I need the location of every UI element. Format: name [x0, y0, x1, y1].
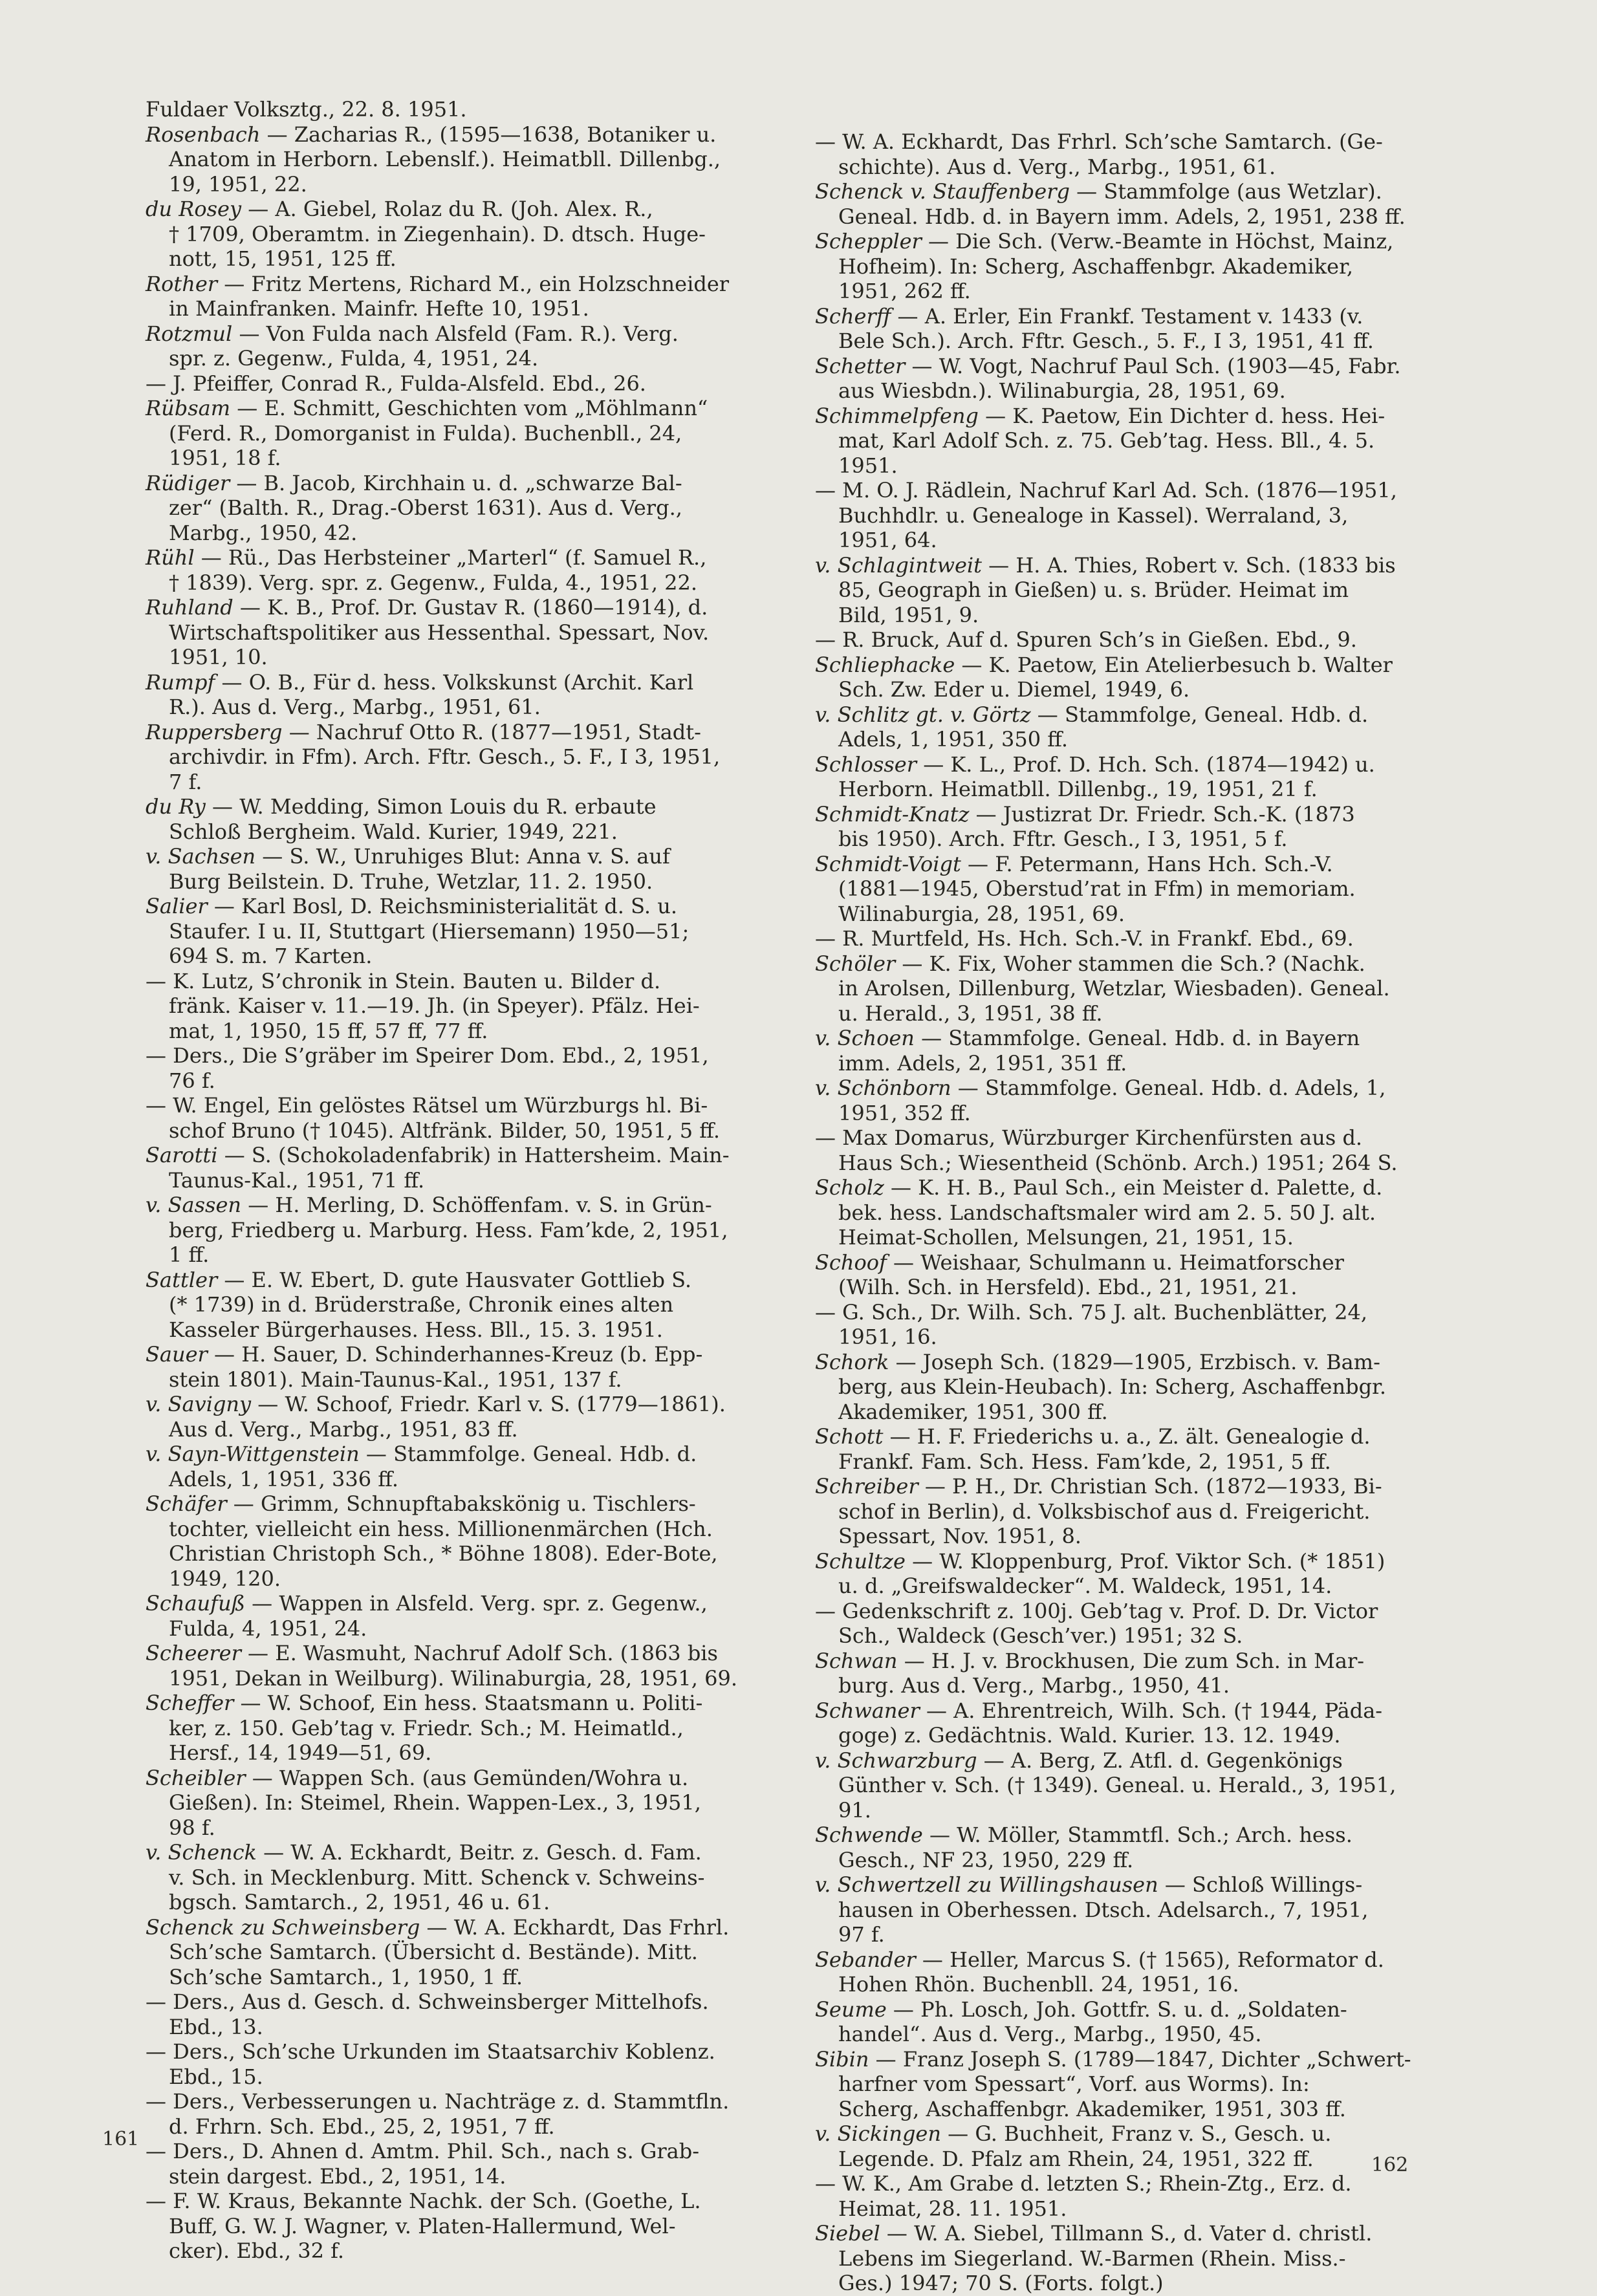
entry-text: — Ders., Die S’gräber im Speirer Dom. Ebd., 2, 1951, 76 f.: [146, 1043, 709, 1093]
entry-keyword: Scheppler: [815, 229, 922, 254]
entry-text: — W. Vogt, Nachruf Paul Sch. (1903—45, Fabr. aus Wiesbdn.). Wilinaburgia, 28, 1951, 69.: [838, 353, 1401, 403]
entry-keyword: Schreiber: [815, 1474, 918, 1499]
entry-text: — O. B., Für d. hess. Volkskunst (Archit. Karl R.). Aus d. Verg., Marbg., 1951, 61.: [169, 669, 694, 719]
bibliography-entry: [146, 1491, 747, 1591]
entry-keyword: v. Sickingen: [815, 2121, 941, 2146]
bibliography-entry: [815, 1125, 1417, 1175]
entry-keyword: Sattler: [146, 1267, 218, 1292]
entry-text: — Rü., Das Herbsteiner „Marterl“ (f. Samuel R., † 1839). Verg. spr. z. Gegenw., Fulda, 4., 1951, 22.: [169, 545, 707, 595]
bibliography-entry: [815, 404, 1417, 479]
bibliography-entry: [146, 1641, 747, 1691]
bibliography-entry: [146, 371, 747, 396]
bibliography-entry: [815, 1599, 1417, 1649]
entry-text: — Joseph Sch. (1829—1905, Erzbisch. v. Bam- berg, aus Klein-Heubach). In: Scherg, Aschaffenbgr. Akademiker, 1951, 300 ff.: [838, 1349, 1386, 1424]
entry-text: — E. W. Ebert, D. gute Hausvater Gottlieb S. (* 1739) in d. Brüderstraße, Chronik eines alten Kasseler Bürgerhauses. Hess. Bll., 15. 3. 1951.: [169, 1267, 692, 1342]
entry-text: — G. Sch., Dr. Wilh. Sch. 75 J. alt. Buchenblätter, 24, 1951, 16.: [815, 1299, 1367, 1349]
bibliography-entry: [815, 304, 1417, 354]
bibliography-entry: [815, 1698, 1417, 1748]
bibliography-entry: [146, 321, 747, 371]
bibliography-entry: [146, 844, 747, 894]
bibliography-entry: [815, 752, 1417, 802]
bibliography-entry: [815, 1997, 1417, 2047]
bibliography-entry: [815, 2047, 1417, 2122]
bibliography-entry: [146, 894, 747, 969]
entry-keyword: Seume: [815, 1997, 887, 2022]
entry-keyword: Rüdiger: [146, 470, 230, 495]
bibliography-entry: [146, 97, 747, 122]
entry-keyword: v. Schlitz gt. v. Görtz: [815, 702, 1031, 727]
entry-text: — E. Schmitt, Geschichten vom „Möhlmann“ (Ferd. R., Domorganist in Fulda). Buchenbll., 24, 1951, 18 f.: [169, 396, 708, 470]
entry-text: — M. O. J. Rädlein, Nachruf Karl Ad. Sch. (1876—1951, Buchhdlr. u. Genealoge in Kassel). Werraland, 3, 1951, 64.: [815, 478, 1397, 552]
bibliography-entry: [815, 702, 1417, 752]
left-column: [146, 97, 747, 2264]
bibliography-entry: [815, 229, 1417, 304]
entry-keyword: Siebel: [815, 2221, 880, 2246]
bibliography-entry: [146, 1392, 747, 1442]
entry-text: — Stammfolge (aus Wetzlar). Geneal. Hdb. d. in Bayern imm. Adels, 2, 1951, 238 ff.: [838, 179, 1406, 229]
entry-text: — Grimm, Schnupftabakskönig u. Tischlers- tochter, vielleicht ein hess. Millionenmärchen (Hch. Christian Christoph Sch., * Böhne 1808). Eder-Bote, 1949, 120.: [169, 1491, 718, 1591]
entry-keyword: Schultze: [815, 1548, 906, 1574]
entry-text: — Stammfolge. Geneal. Hdb. d. in Bayern imm. Adels, 2, 1951, 351 ff.: [838, 1026, 1360, 1076]
bibliography-entry: [815, 2221, 1417, 2296]
bibliography-entry: [815, 951, 1417, 1026]
entry-text: — Ders., Aus d. Gesch. d. Schweinsberger Mittelhofs. Ebd., 13.: [146, 1989, 709, 2039]
bibliography-entry: [146, 720, 747, 795]
entry-text: — E. Wasmuht, Nachruf Adolf Sch. (1863 bis 1951, Dekan in Weilburg). Wilinaburgia, 28, 1951, 69.: [169, 1641, 738, 1691]
bibliography-entry: [815, 1549, 1417, 1599]
bibliography-entry: [146, 396, 747, 471]
entry-text: — H. Sauer, D. Schinderhannes-Kreuz (b. Epp- stein 1801). Main-Taunus-Kal., 1951, 137 f.: [169, 1342, 703, 1392]
entry-keyword: Schenck zu Schweinsberg: [146, 1914, 420, 1940]
entry-text: — Karl Bosl, D. Reichsministerialität d. S. u. Staufer. I u. II, Stuttgart (Hiersemann) 1950—51; 694 S. m. 7 Karten.: [169, 894, 690, 968]
entry-text: — Von Fulda nach Alsfeld (Fam. R.). Verg. spr. z. Gegenw., Fulda, 4, 1951, 24.: [169, 321, 679, 371]
entry-keyword: du Ry: [146, 794, 206, 819]
entry-text: — Stammfolge. Geneal. Hdb. d. Adels, 1, 1951, 336 ff.: [169, 1442, 697, 1491]
entry-text: — Gedenkschrift z. 100j. Geb’tag v. Prof. D. Dr. Victor Sch., Waldeck (Gesch’ver.) 1951; 32 S.: [815, 1598, 1378, 1648]
bibliography-entry: [815, 1748, 1417, 1823]
entry-text: — Die Sch. (Verw.-Beamte in Höchst, Mainz, Hofheim). In: Scherg, Aschaffenbgr. Akademiker, 1951, 262 ff.: [838, 229, 1394, 303]
bibliography-entry: [146, 670, 747, 720]
bibliography-entry: [815, 1175, 1417, 1250]
entry-keyword: v. Schönborn: [815, 1076, 951, 1100]
entry-keyword: Salier: [146, 894, 208, 918]
entry-text: — Ph. Losch, Joh. Gottfr. S. u. d. „Soldaten- handel“. Aus d. Verg., Marbg., 1950, 45.: [838, 1997, 1347, 2046]
bibliography-entry: [146, 1591, 747, 1641]
bibliography-entry: [146, 2139, 747, 2189]
entry-text: — Heller, Marcus S. († 1565), Reformator d. Hohen Rhön. Buchenbll. 24, 1951, 16.: [838, 1947, 1384, 1997]
entry-text: — K. B., Prof. Dr. Gustav R. (1860—1914), d. Wirtschaftspolitiker aus Hessenthal. Spessart, Nov. 1951, 10.: [169, 595, 710, 669]
entry-text: — K. Paetow, Ein Dichter d. hess. Hei- mat, Karl Adolf Sch. z. 75. Geb’tag. Hess. Bll., 4. 5. 1951.: [838, 403, 1385, 478]
bibliography-entry: [146, 595, 747, 670]
entry-text: — K. L., Prof. D. Hch. Sch. (1874—1942) u. Herborn. Heimatbll. Dillenbg., 19, 1951, 21 f.: [838, 752, 1375, 801]
bibliography-entry: [815, 1350, 1417, 1425]
entry-text: — S. (Schokoladenfabrik) in Hattersheim. Main- Taunus-Kal., 1951, 71 ff.: [169, 1143, 730, 1193]
entry-keyword: v. Schoen: [815, 1026, 915, 1050]
entry-text: — Stammfolge, Geneal. Hdb. d. Adels, 1, 1951, 350 ff.: [838, 702, 1369, 752]
page-number-left: 161: [102, 2128, 140, 2150]
bibliography-entry: [815, 627, 1417, 653]
entry-keyword: v. Savigny: [146, 1392, 252, 1416]
entry-text: Fuldaer Volksztg., 22. 8. 1951.: [146, 97, 467, 122]
bibliography-entry: [146, 1043, 747, 1093]
bibliography-entry: [815, 926, 1417, 951]
entry-keyword: Sauer: [146, 1342, 208, 1367]
entry-text: — W. A. Eckhardt, Das Frhrl. Sch’sche Samtarch. (Übersicht d. Bestände). Mitt. Sch’sche Samtarch., 1, 1950, 1 ff.: [169, 1914, 730, 1989]
entry-text: — Nachruf Otto R. (1877—1951, Stadt- archivdir. in Ffm). Arch. Fftr. Gesch., 5. F., I 3, 1951, 7 f.: [169, 719, 721, 794]
entry-text: — W. A. Eckhardt, Beitr. z. Gesch. d. Fam. v. Sch. in Mecklenburg. Mitt. Schenck v. Schweins- bgsch. Samtarch., 2, 1951, 46 u. 61.: [169, 1840, 705, 1914]
entry-keyword: Rübsam: [146, 396, 231, 420]
entry-keyword: Scheerer: [146, 1641, 241, 1665]
bibliography-entry: [815, 1424, 1417, 1474]
entry-text: — W. Schoof, Ein hess. Staatsmann u. Politi- ker, z. 150. Geb’tag v. Friedr. Sch.; M. Heimatld., Hersf., 14, 1949—51, 69.: [169, 1691, 703, 1765]
entry-keyword: v. Sachsen: [146, 844, 256, 869]
bibliography-entry: [146, 1840, 747, 1915]
bibliography-entry: [146, 272, 747, 321]
bibliography-entry: [146, 2189, 747, 2264]
entry-text: — R. Bruck, Auf d. Spuren Sch’s in Gießen. Ebd., 9.: [815, 627, 1357, 652]
entry-text: — K. Paetow, Ein Atelierbesuch b. Walter Sch. Zw. Eder u. Diemel, 1949, 6.: [838, 652, 1393, 702]
entry-text: — W. Möller, Stammtfl. Sch.; Arch. hess. Gesch., NF 23, 1950, 229 ff.: [838, 1823, 1353, 1872]
entry-keyword: Schetter: [815, 353, 906, 378]
entry-text: — Wappen in Alsfeld. Verg. spr. z. Gegenw., Fulda, 4, 1951, 24.: [169, 1591, 708, 1641]
entry-keyword: Rumpf: [146, 669, 215, 695]
bibliography-entry: [146, 794, 747, 844]
entry-text: — Zacharias R., (1595—1638, Botaniker u. Anatom in Herborn. Lebenslf.). Heimatbll. Dillenbg., 19, 1951, 22.: [169, 122, 721, 197]
entry-text: — Max Domarus, Würzburger Kirchenfürsten aus d. Haus Sch.; Wiesentheid (Schönb. Arch.) 1951; 264 S.: [815, 1125, 1398, 1175]
entry-text: — Weishaar, Schulmann u. Heimatforscher (Wilh. Sch. in Hersfeld). Ebd., 21, 1951, 21.: [838, 1250, 1344, 1299]
entry-keyword: Scherff: [815, 303, 891, 329]
entry-text: — Justizrat Dr. Friedr. Sch.-K. (1873 bis 1950). Arch. Fftr. Gesch., I 3, 1951, 5 f.: [838, 801, 1355, 851]
bibliography-entry: [815, 1823, 1417, 1872]
entry-keyword: Schenck v. Stauffenberg: [815, 179, 1070, 204]
entry-text: — Ders., D. Ahnen d. Amtm. Phil. Sch., nach s. Grab- stein dargest. Ebd., 2, 1951, 14.: [146, 2139, 700, 2189]
entry-keyword: Schott: [815, 1424, 884, 1449]
entry-keyword: v. Schenck: [146, 1840, 257, 1865]
right-column: [815, 129, 1417, 2296]
bibliography-entry: [146, 1766, 747, 1841]
entry-text: — Ders., Sch’sche Urkunden im Staatsarchiv Koblenz. Ebd., 15.: [146, 2039, 715, 2089]
bibliography-entry: [815, 2121, 1417, 2171]
entry-keyword: Schäfer: [146, 1491, 227, 1516]
entry-text: — A. Berg, Z. Atfl. d. Gegenkönigs Günther v. Sch. († 1349). Geneal. u. Herald., 3, 1951, 91.: [838, 1748, 1396, 1823]
entry-text: — Ders., Verbesserungen u. Nachträge z. d. Stammtfln. d. Frhrn. Sch. Ebd., 25, 2, 1951, 7 ff.: [146, 2089, 730, 2139]
entry-keyword: Schaufuß: [146, 1591, 245, 1616]
entry-text: — W. Medding, Simon Louis du R. erbaute Schloß Bergheim. Wald. Kurier, 1949, 221.: [169, 794, 657, 844]
bibliography-entry: [146, 1342, 747, 1392]
entry-keyword: v. Schwertzell zu Willingshausen: [815, 1872, 1158, 1897]
entry-text: — H. J. v. Brockhusen, Die zum Sch. in Mar- burg. Aus d. Verg., Marbg., 1950, 41.: [838, 1648, 1365, 1698]
bibliography-entry: [815, 1649, 1417, 1698]
entry-text: — J. Pfeiffer, Conrad R., Fulda-Alsfeld. Ebd., 26.: [146, 371, 646, 396]
entry-keyword: Schork: [815, 1349, 889, 1374]
entry-keyword: Schwaner: [815, 1698, 920, 1723]
entry-keyword: v. Schwarzburg: [815, 1748, 977, 1773]
bibliography-entry: [815, 2171, 1417, 2221]
entry-text: — W. Schoof, Friedr. Karl v. S. (1779—1861). Aus d. Verg., Marbg., 1951, 83 ff.: [169, 1392, 726, 1442]
entry-keyword: Rother: [146, 271, 218, 296]
entry-keyword: v. Sayn-Wittgenstein: [146, 1442, 360, 1466]
entry-text: — S. W., Unruhiges Blut: Anna v. S. auf Burg Beilstein. D. Truhe, Wetzlar, 11. 2. 1950.: [169, 844, 670, 894]
bibliography-entry: [815, 553, 1417, 628]
bibliography-entry: [815, 1026, 1417, 1076]
bibliography-entry: [146, 1193, 747, 1268]
bibliography-entry: [146, 969, 747, 1044]
page-number-right: 162: [1371, 2154, 1409, 2176]
bibliography-entry: [146, 2089, 747, 2139]
entry-keyword: Ruhland: [146, 595, 234, 620]
entry-keyword: Scheibler: [146, 1765, 246, 1790]
entry-keyword: Sebander: [815, 1947, 916, 1972]
entry-text: — H. Merling, D. Schöffenfam. v. S. in Grün- berg, Friedberg u. Marburg. Hess. Fam’kde, 2, 1951, 1 ff.: [169, 1193, 728, 1267]
entry-keyword: Schlosser: [815, 752, 917, 777]
entry-text: — F. Petermann, Hans Hch. Sch.-V. (1881—1945, Oberstud’rat in Ffm) in memoriam. Wilinaburgia, 28, 1951, 69.: [838, 851, 1356, 926]
bibliography-entry: [146, 1915, 747, 1990]
entry-keyword: du Rosey: [146, 197, 242, 221]
entry-keyword: v. Sassen: [146, 1193, 242, 1217]
entry-keyword: Sarotti: [146, 1143, 218, 1167]
bibliography-entry: [146, 122, 747, 197]
entry-text: — A. Giebel, Rolaz du R. (Joh. Alex. R., † 1709, Oberamtm. in Ziegenhain). D. dtsch. Huge- nott, 15, 1951, 125 ff.: [169, 197, 706, 271]
entry-text: — P. H., Dr. Christian Sch. (1872—1933, Bi- schof in Berlin), d. Volksbischof aus d. Freigericht. Spessart, Nov. 1951, 8.: [838, 1474, 1382, 1548]
entry-text: — R. Murtfeld, Hs. Hch. Sch.-V. in Frankf. Ebd., 69.: [815, 926, 1354, 951]
bibliography-entry: [815, 802, 1417, 852]
bibliography-entry: [146, 1093, 747, 1143]
bibliography-entry: [815, 129, 1417, 179]
bibliography-entry: [146, 197, 747, 272]
entry-text: — W. K., Am Grabe d. letzten S.; Rhein-Ztg., Erz. d. Heimat, 28. 11. 1951.: [815, 2171, 1352, 2221]
bibliography-entry: [815, 1076, 1417, 1125]
entry-keyword: Schmidt-Knatz: [815, 801, 970, 827]
bibliography-entry: [815, 1872, 1417, 1947]
bibliography-entry: [146, 1268, 747, 1343]
entry-keyword: v. Schlagintweit: [815, 552, 982, 578]
entry-keyword: Ruppersberg: [146, 719, 283, 744]
bibliography-entry: [146, 1989, 747, 2039]
entry-text: — W. A. Eckhardt, Das Frhrl. Sch’sche Samtarch. (Ge- schichte). Aus d. Verg., Marbg., 1951, 61.: [815, 129, 1383, 179]
bibliography-entry: [815, 1474, 1417, 1549]
entry-text: — G. Buchheit, Franz v. S., Gesch. u. Legende. D. Pfalz am Rhein, 24, 1951, 322 ff.: [838, 2121, 1332, 2171]
bibliography-entry: [146, 1143, 747, 1193]
entry-keyword: Schmidt-Voigt: [815, 851, 961, 876]
entry-text: — Schloß Willings- hausen in Oberhessen. Dtsch. Adelsarch., 7, 1951, 97 f.: [838, 1872, 1369, 1947]
entry-text: — A. Erler, Ein Frankf. Testament v. 1433 (v. Bele Sch.). Arch. Fftr. Gesch., 5. F., I 3, 1951, 41 ff.: [838, 303, 1374, 353]
entry-keyword: Schimmelpfeng: [815, 403, 979, 428]
entry-keyword: Schliephacke: [815, 652, 955, 677]
entry-text: — W. Engel, Ein gelöstes Rätsel um Würzburgs hl. Bi- schof Bruno († 1045). Altfränk. Bilder, 50, 1951, 5 ff.: [146, 1093, 721, 1143]
bibliography-entry: [146, 471, 747, 546]
entry-text: — Stammfolge. Geneal. Hdb. d. Adels, 1, 1951, 352 ff.: [838, 1076, 1386, 1125]
bibliography-entry: [146, 1691, 747, 1766]
entry-keyword: Schöler: [815, 951, 896, 976]
bibliography-entry: [815, 478, 1417, 553]
bibliography-entry: [146, 2039, 747, 2089]
entry-text: — Fritz Mertens, Richard M., ein Holzschneider in Mainfranken. Mainfr. Hefte 10, 1951.: [169, 271, 730, 321]
entry-text: — W. A. Siebel, Tillmann S., d. Vater d. christl. Lebens im Siegerland. W.-Barmen (Rhein. Miss.- Ges.) 1947; 70 S. (Forts. folgt.): [838, 2221, 1373, 2295]
entry-text: — F. W. Kraus, Bekannte Nachk. der Sch. (Goethe, L. Buff, G. W. J. Wagner, v. Platen-Hallermund, Wel- cker). Ebd., 32 f.: [146, 2189, 701, 2263]
entry-text: — K. H. B., Paul Sch., ein Meister d. Palette, d. bek. hess. Landschaftsmaler wird am 2. 5. 50 J. alt. Heimat-Schollen, Melsungen, 21, 1951, 15.: [838, 1175, 1383, 1250]
bibliography-entry: [815, 354, 1417, 404]
entry-keyword: Scheffer: [146, 1691, 234, 1715]
entry-keyword: Schwende: [815, 1823, 923, 1847]
entry-keyword: Sibin: [815, 2046, 869, 2072]
bibliography-entry: [146, 1442, 747, 1491]
entry-text: — W. Kloppenburg, Prof. Viktor Sch. (* 1851) u. d. „Greifswaldecker“. M. Waldeck, 1951, 14.: [838, 1548, 1385, 1598]
entry-text: — H. F. Friederichs u. a., Z. ält. Genealogie d. Frankf. Fam. Sch. Hess. Fam’kde, 2, 1951, 5 ff.: [838, 1424, 1371, 1474]
bibliography-entry: [815, 1947, 1417, 1997]
bibliography-entry: [815, 1300, 1417, 1350]
bibliography-entry: [815, 1250, 1417, 1300]
entry-text: — K. Fix, Woher stammen die Sch.? (Nachk. in Arolsen, Dillenburg, Wetzlar, Wiesbaden). Geneal. u. Herald., 3, 1951, 38 ff.: [838, 951, 1390, 1026]
entry-text: — H. A. Thies, Robert v. Sch. (1833 bis 85, Geograph in Gießen) u. s. Brüder. Heimat im Bild, 1951, 9.: [838, 552, 1396, 627]
entry-text: — Franz Joseph S. (1789—1847, Dichter „Schwert- harfner vom Spessart“, Vorf. aus Worms). In: Scherg, Aschaffenbgr. Akademiker, 1951, 303 ff.: [838, 2046, 1411, 2121]
bibliography-entry: [815, 653, 1417, 702]
entry-keyword: Schoof: [815, 1250, 887, 1275]
entry-text: — K. Lutz, S’chronik in Stein. Bauten u. Bilder d. fränk. Kaiser v. 11.—19. Jh. (in Speyer). Pfälz. Hei- mat, 1, 1950, 15 ff, 57 ff, 77 ff.: [146, 968, 700, 1043]
entry-text: — A. Ehrentreich, Wilh. Sch. († 1944, Päda- goge) z. Gedächtnis. Wald. Kurier. 13. 12. 1949.: [838, 1698, 1383, 1748]
entry-keyword: Scholz: [815, 1175, 884, 1200]
bibliography-entry: [815, 852, 1417, 927]
entry-keyword: Rotzmul: [146, 321, 233, 346]
entry-keyword: Schwan: [815, 1648, 898, 1673]
entry-keyword: Rühl: [146, 545, 195, 570]
bibliography-entry: [146, 545, 747, 595]
entry-text: — Wappen Sch. (aus Gemünden/Wohra u. Gießen). In: Steimel, Rhein. Wappen-Lex., 3, 1951, 98 f.: [169, 1765, 701, 1840]
entry-keyword: Rosenbach: [146, 122, 261, 147]
entry-text: — B. Jacob, Kirchhain u. d. „schwarze Bal- zer“ (Balth. R., Drag.-Oberst 1631). Aus d. Verg., Marbg., 1950, 42.: [169, 470, 682, 545]
bibliography-entry: [815, 179, 1417, 229]
